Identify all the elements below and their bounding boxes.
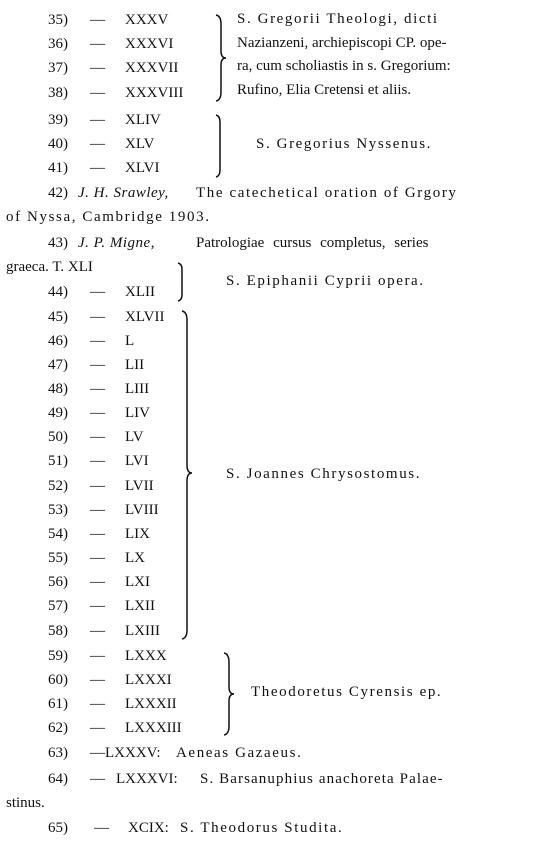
group-description: S. Gregorius Nyssenus.: [256, 136, 433, 152]
entry-dash: —: [94, 820, 109, 836]
entry-number: 57): [48, 598, 68, 614]
entry-dash: —: [90, 12, 105, 28]
entry-number: 49): [48, 405, 68, 421]
volume-numeral: LIII: [125, 381, 150, 397]
entry-dash: —: [90, 284, 105, 300]
right-brace: [214, 14, 228, 102]
volume-numeral: LVIII: [125, 502, 159, 518]
volume-numeral: —LXXXV:: [90, 745, 161, 761]
entry-description: Aeneas Gazaeus.: [176, 745, 303, 761]
volume-numeral: XXXVIII: [125, 85, 184, 101]
group-description: S. Epiphanii Cyprii opera.: [226, 273, 425, 289]
entry-dash: —: [90, 60, 105, 76]
entry-number: 58): [48, 623, 68, 639]
entry-number: 46): [48, 333, 68, 349]
entry-number: 40): [48, 136, 68, 152]
volume-numeral: XXXVII: [125, 60, 179, 76]
entry-dash: —: [90, 405, 105, 421]
entry-dash: —: [90, 598, 105, 614]
description-line: ra, cum scholiastis in s. Gregorium:: [237, 58, 451, 74]
volume-numeral: LIX: [125, 526, 150, 542]
volume-numeral: L: [125, 333, 135, 349]
entry-number: 63): [48, 745, 68, 761]
entry-dash: —: [90, 771, 105, 787]
entry-dash: —: [90, 526, 105, 542]
description-line: Nazianzeni, archiepiscopi CP. opе-: [237, 34, 447, 51]
description-line: Rufino, Elia Cretensi et aliis.: [237, 81, 412, 98]
entry-number: 41): [48, 160, 68, 176]
entry-dash: —: [90, 36, 105, 52]
entry-dash: —: [90, 136, 105, 152]
entry-number: 39): [48, 112, 68, 128]
group-description: S. Joannes Chrysostomus.: [226, 466, 422, 482]
entry-number: 60): [48, 672, 68, 688]
volume-numeral: LXXXI: [125, 672, 172, 688]
entry-dash: —: [90, 381, 105, 397]
entry-dash: —: [90, 648, 105, 664]
entry-dash: —: [90, 502, 105, 518]
entry-number: 56): [48, 574, 68, 590]
volume-numeral: LXXXIII: [125, 720, 182, 736]
entry-dash: —: [90, 720, 105, 736]
entry-number: 48): [48, 381, 68, 397]
entry-dash: —: [90, 85, 105, 101]
entry-number: 43): [48, 235, 68, 251]
volume-numeral: LX: [125, 550, 145, 566]
entry-number: 47): [48, 357, 68, 373]
entry-dash: —: [90, 429, 105, 445]
entry-number: 62): [48, 720, 68, 736]
volume-numeral: LII: [125, 357, 145, 373]
entry-number: 50): [48, 429, 68, 445]
entry-number: 65): [48, 820, 68, 836]
volume-numeral: XLII: [125, 284, 155, 300]
entry-number: 35): [48, 12, 68, 28]
volume-numeral: LIV: [125, 405, 150, 421]
volume-numeral: LVII: [125, 478, 154, 494]
entry-description: S. Barsanuphius anachoreta Palae-: [200, 771, 444, 787]
volume-numeral: LV: [125, 429, 144, 445]
entry-dash: —: [90, 357, 105, 373]
entry-dash: —: [90, 453, 105, 469]
reference-title: The catechetical oration of Grgory: [196, 185, 458, 201]
entry-number: 54): [48, 526, 68, 542]
right-brace: [222, 652, 236, 736]
reference-title-continued: graeca. T. XLI: [6, 259, 93, 275]
entry-dash: —: [90, 574, 105, 590]
reference-author: J. P. Migne,: [78, 235, 155, 251]
entry-dash: —: [90, 696, 105, 712]
group-description: [237, 8, 451, 102]
entry-number: 59): [48, 648, 68, 664]
entry-number: 37): [48, 60, 68, 76]
entry-description-continued: stinus.: [6, 795, 45, 811]
volume-numeral: XLV: [125, 136, 155, 152]
volume-numeral: LXI: [125, 574, 150, 590]
entry-number: 52): [48, 478, 68, 494]
entry-number: 45): [48, 309, 68, 325]
entry-number: 51): [48, 453, 68, 469]
volume-numeral: XXXV: [125, 12, 169, 28]
entry-dash: —: [90, 112, 105, 128]
reference-author: J. H. Srawley,: [78, 185, 169, 201]
description-line: S. Gregorii Theologi, dicti: [237, 11, 439, 27]
entry-dash: —: [90, 550, 105, 566]
entry-number: 44): [48, 284, 68, 300]
volume-numeral: LXII: [125, 598, 155, 614]
entry-number: 38): [48, 85, 68, 101]
entry-number: 42): [48, 185, 68, 201]
volume-numeral: XLVII: [125, 309, 165, 325]
entry-number: 64): [48, 771, 68, 787]
volume-numeral: XLIV: [125, 112, 161, 128]
volume-numeral: XLVI: [125, 160, 160, 176]
entry-dash: —: [90, 623, 105, 639]
entry-number: 61): [48, 696, 68, 712]
volume-numeral: LXIII: [125, 623, 160, 639]
entry-number: 36): [48, 36, 68, 52]
volume-numeral: XXXVI: [125, 36, 174, 52]
volume-numeral: XCIX:: [128, 820, 169, 836]
reference-title-continued: of Nyssa, Cambridge 1903.: [6, 209, 211, 225]
right-brace: [180, 310, 194, 640]
entry-dash: —: [90, 672, 105, 688]
entry-dash: —: [90, 309, 105, 325]
reference-title: Patrologiae cursus completus, series: [196, 235, 429, 251]
entry-dash: —: [90, 478, 105, 494]
volume-numeral: LXXXII: [125, 696, 177, 712]
right-brace: [214, 114, 224, 178]
entry-dash: —: [90, 160, 105, 176]
volume-numeral: LVI: [125, 453, 149, 469]
entry-dash: —: [90, 333, 105, 349]
entry-number: 53): [48, 502, 68, 518]
volume-numeral: LXXXVI:: [116, 771, 178, 787]
entry-description: S. Theodorus Studita.: [180, 820, 344, 836]
volume-numeral: LXXX: [125, 648, 167, 664]
entry-number: 55): [48, 550, 68, 566]
right-brace: [176, 262, 186, 302]
group-description: Theodoretus Cyrensis ep.: [251, 684, 443, 700]
